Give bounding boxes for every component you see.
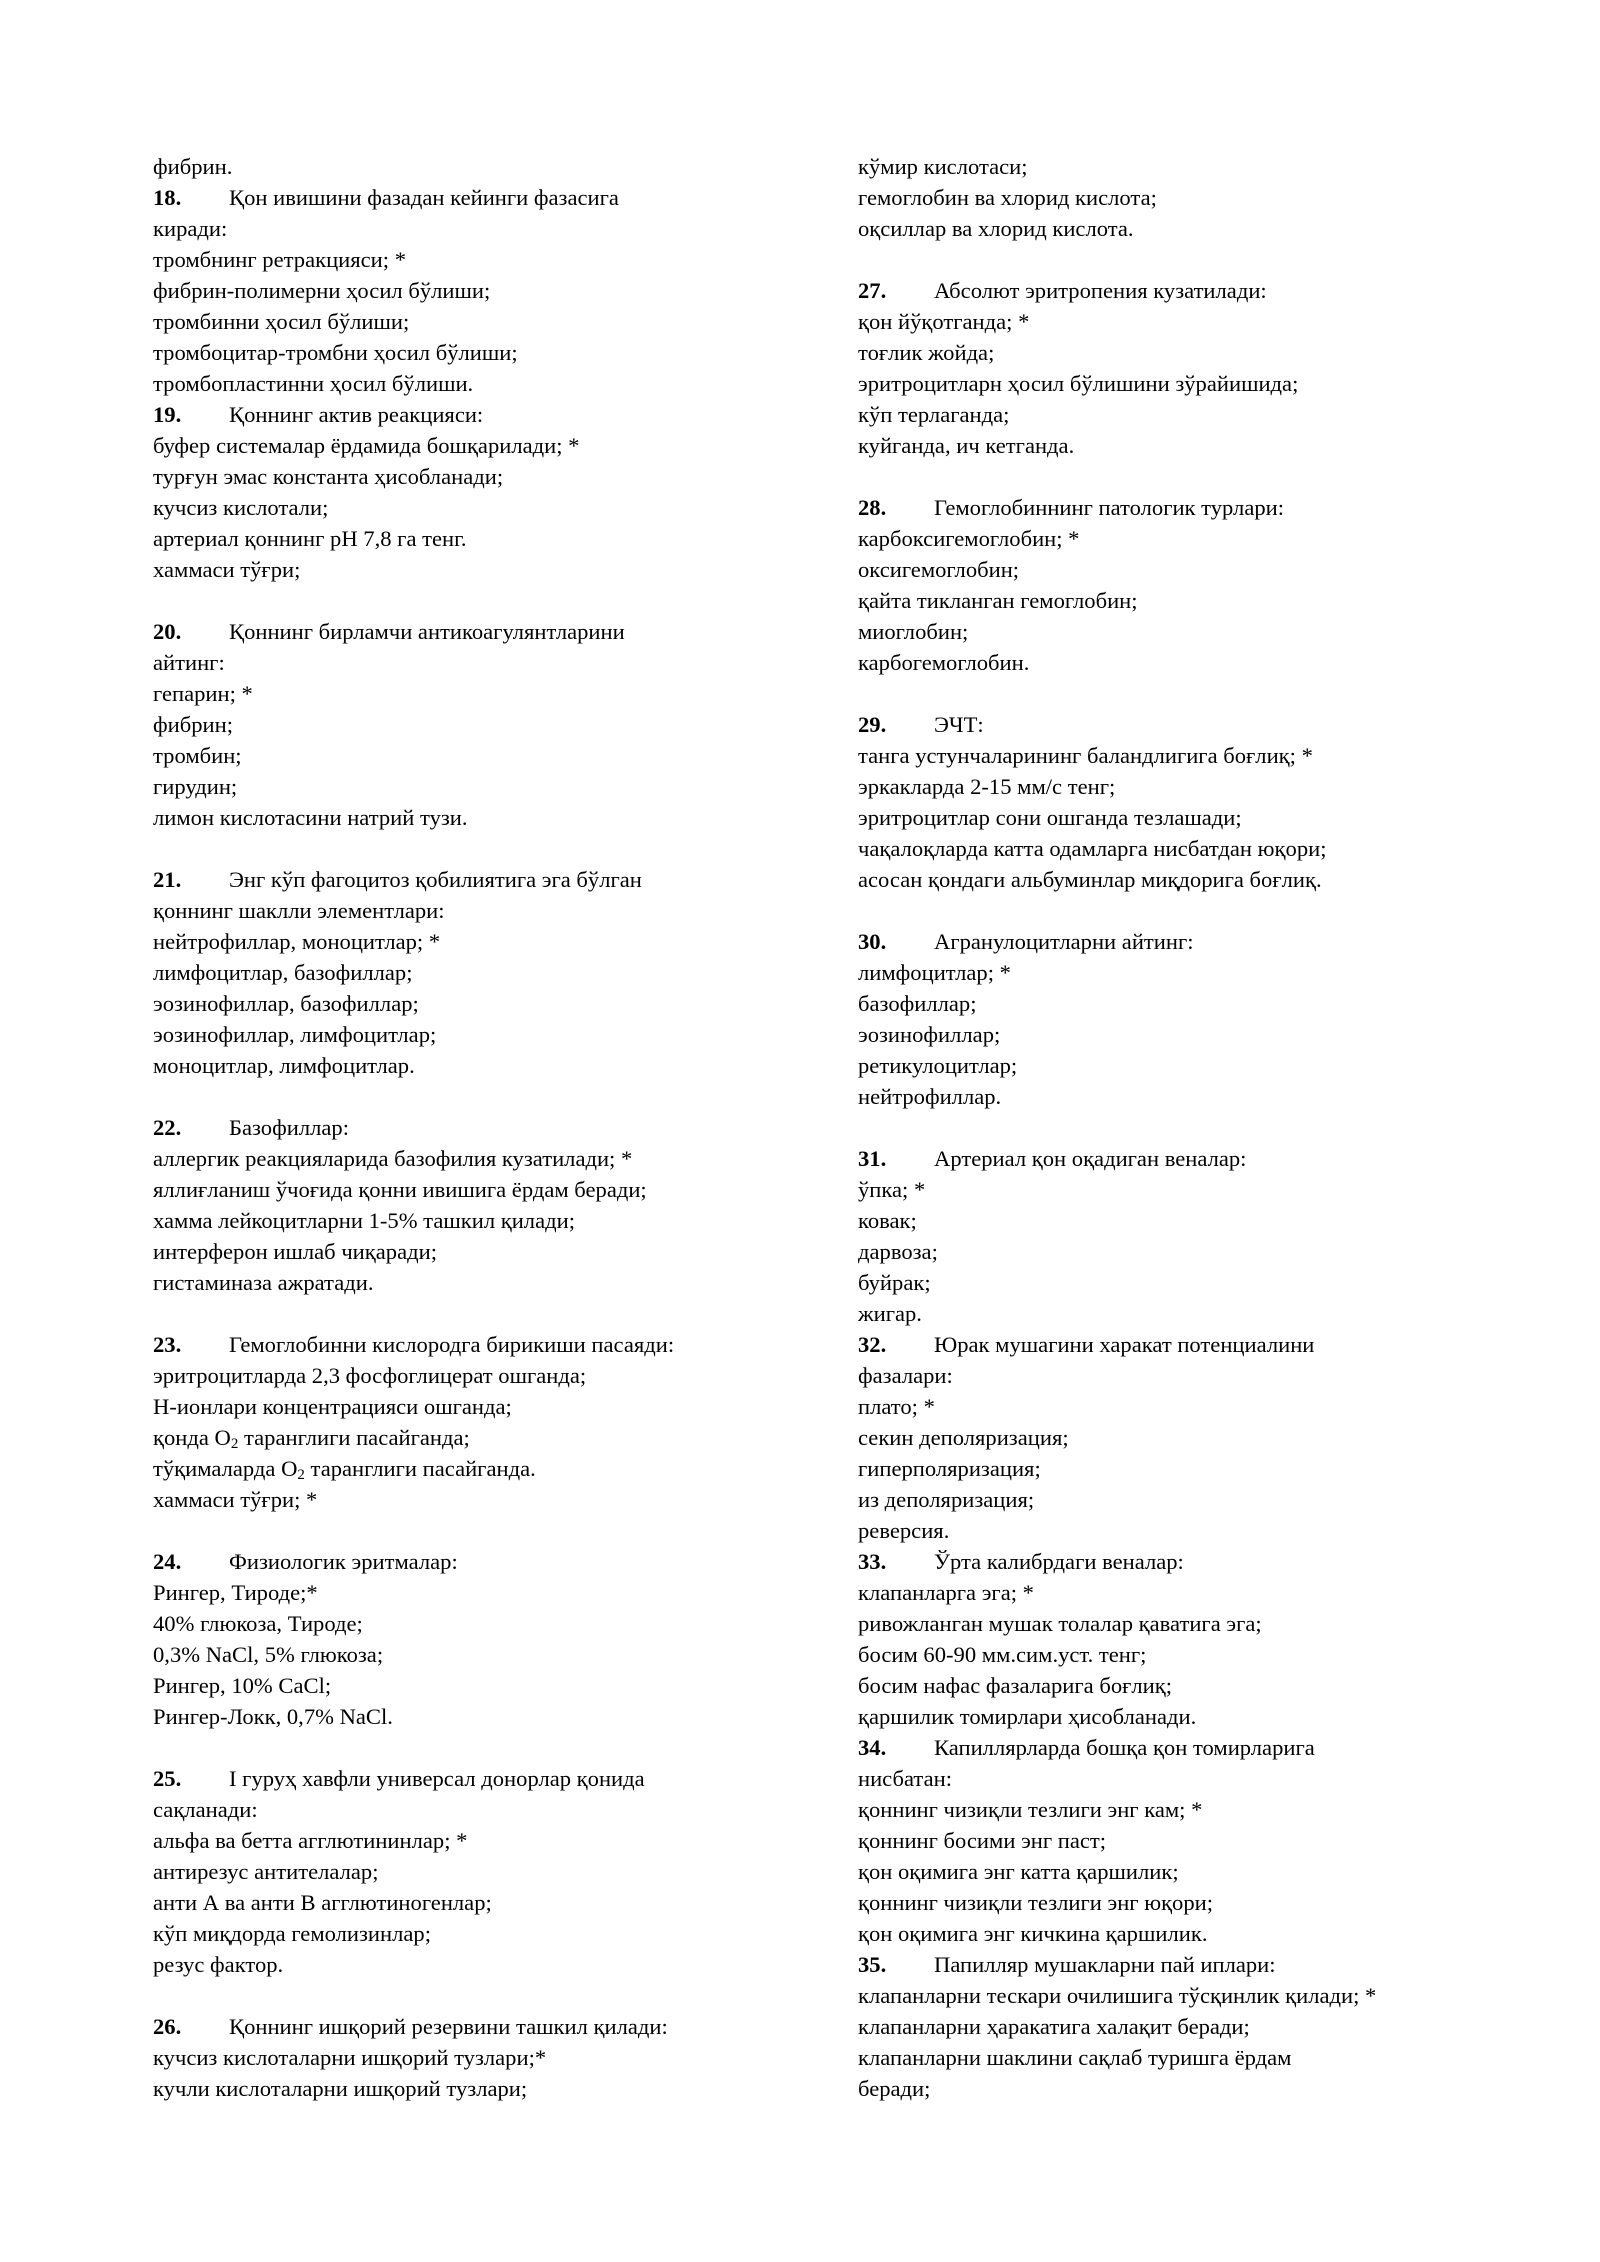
question-text: Гемоглобиннинг патологик турлари: [934,495,1285,520]
answer-option: клапанларга эга; * [858,1580,1034,1605]
answer-option: тромбинни ҳосил бўлиши; [153,309,410,334]
answer-option: қоннинг чизиқли тезлиги энг кам; * [858,1797,1203,1822]
carry-line: гемоглобин ва хлорид кислота; [858,185,1157,210]
answer-option: резус фактор. [153,1952,284,1977]
answer-option: тромбин; [153,743,242,768]
answer-option: эритроцитлар сони ошганда тезлашади; [858,805,1242,830]
answer-option: карбоксигемоглобин; * [858,526,1080,551]
question-text: Капиллярларда бошқа қон томирларига [934,1735,1315,1760]
answer-option: қон оқимига энг катта қаршилик; [858,1859,1179,1884]
answer-option: фибрин; [153,712,233,737]
question-text: Қоннинг бирламчи антикоагулянтларини [229,619,625,644]
spacer [153,1515,793,1546]
answer-option: босим нафас фазаларига боғлиқ; [858,1673,1173,1698]
answer-option: хаммаси тўғри; [153,557,301,582]
answer-option: Н-ионлари концентрацияси ошганда; [153,1394,512,1419]
spacer [858,895,1498,926]
answer-option: тромбопластинни ҳосил бўлиши. [153,371,474,396]
question-number: 31. [858,1146,887,1171]
question-number: 28. [858,495,887,520]
answer-option: клапанларни ҳаракатига халақит беради; [858,2014,1250,2039]
answer-option: антирезус антителалар; [153,1859,379,1884]
question-text: Ўрта калибрдаги веналар: [934,1549,1184,1574]
carry-line: фибрин. [153,154,233,179]
question-text: Агранулоцитларни айтинг: [934,929,1194,954]
question-18 [153,182,793,213]
question-text: Физиологик эритмалар: [229,1549,458,1574]
answer-option: альфа ва бетта агглютининлар; * [153,1828,468,1853]
spacer [153,1298,793,1329]
question-23 [153,1329,793,1360]
answer-option: базофиллар; [858,991,977,1016]
answer-option: кучсиз кислоталарни ишқорий тузлари;* [153,2045,547,2070]
answer-option: куйганда, ич кетганда. [858,433,1075,458]
question-30 [858,926,1498,957]
answer-option: эритроцитларда 2,3 фосфоглицерат ошганда; [153,1363,587,1388]
answer-option: Рингер, 10% CaCl; [153,1673,332,1698]
spacer [153,833,793,864]
question-text-cont: киради: [153,216,228,241]
answer-option: ковак; [858,1208,917,1233]
question-text-cont: айтинг: [153,650,225,675]
answer-option: эритроцитларн ҳосил бўлишини зўрайишида; [858,371,1299,396]
answer-option: аллергик реакцияларида базофилия кузатилади; * [153,1146,633,1171]
question-27 [858,275,1498,306]
answer-option: фибрин-полимерни ҳосил бўлиши; [153,278,491,303]
spacer [858,678,1498,709]
answer-option: қаршилик томирлари ҳисобланади. [858,1704,1197,1729]
question-number: 18. [153,185,182,210]
question-number: 27. [858,278,887,303]
question-text: ЭЧТ: [934,712,984,737]
answer-option: гепарин; * [153,681,253,706]
question-22 [153,1112,793,1143]
answer-option: эркакларда 2-15 мм/с тенг; [858,774,1116,799]
answer-option: интерферон ишлаб чиқаради; [153,1239,437,1264]
answer-option: нейтрофиллар, моноцитлар; * [153,929,441,954]
answer-option: кўп терлаганда; [858,402,1010,427]
question-text: Гемоглобинни кислородга бирикиши пасаяди: [229,1332,675,1357]
question-text-cont: фазалари: [858,1363,953,1388]
answer-option: лимфоцитлар, базофиллар; [153,960,413,985]
answer-option: тромбоцитар-тромбни ҳосил бўлиши; [153,340,518,365]
question-number: 35. [858,1952,887,1977]
answer-option: танга устунчаларининг баландлигига боғлиқ; * [858,743,1313,768]
answer-option: гистаминаза ажратади. [153,1270,374,1295]
question-19 [153,399,793,430]
question-text: Артериал қон оқадиган веналар: [934,1146,1247,1171]
answer-option: эозинофиллар, базофиллар; [153,991,419,1016]
answer-option: карбогемоглобин. [858,650,1030,675]
question-text: Энг кўп фагоцитоз қобилиятига эга бўлган [229,867,642,892]
answer-option: Рингер, Тироде;* [153,1580,318,1605]
question-number: 22. [153,1115,182,1140]
answer-option: босим 60-90 мм.сим.уст. тенг; [858,1642,1147,1667]
answer-option: тўқималарда $O_2$ таранглиги пасайганда. [153,1456,536,1483]
carry-line: оқсиллар ва хлорид кислота. [858,216,1134,241]
question-text: Қон ивишини фазадан кейинги фазасига [229,185,619,210]
answer-option: чақалоқларда катта одамларга нисбатдан юқори; [858,836,1327,861]
answer-option: қайта тикланган гемоглобин; [858,588,1138,613]
answer-option: лимон кислотасини натрий тузи. [153,805,468,830]
answer-option: қон оқимига энг кичкина қаршилик. [858,1921,1208,1946]
answer-option: қон йўқотганда; * [858,309,1030,334]
question-text: Юрак мушагини харакат потенциалини [934,1332,1315,1357]
answer-option: хаммаси тўғри; * [153,1487,318,1512]
answer-option: эозинофиллар, лимфоцитлар; [153,1022,437,1047]
answer-option: 0,3% NaCl, 5% глюкоза; [153,1642,384,1667]
answer-option: буфер системалар ёрдамида бошқарилади; * [153,433,580,458]
answer-option: клапанларни тескари очилишига тўсқинлик қилади; * [858,1983,1377,2008]
answer-option: реверсия. [858,1518,950,1543]
answer-option: из деполяризация; [858,1487,1035,1512]
answer-option: секин деполяризация; [858,1425,1069,1450]
question-25 [153,1763,793,1794]
answer-option: яллиғланиш ўчоғида қонни ивишига ёрдам беради; [153,1177,647,1202]
answer-option: клапанларни шаклини сақлаб туришга ёрдам [858,2045,1292,2070]
question-number: 25. [153,1766,182,1791]
answer-option: нейтрофиллар. [858,1084,1002,1109]
answer-option: гирудин; [153,774,238,799]
answer-option: буйрак; [858,1270,931,1295]
answer-option: плато; * [858,1394,935,1419]
question-number: 24. [153,1549,182,1574]
answer-option: артериал қоннинг рН 7,8 га тенг. [153,526,467,551]
spacer [858,244,1498,275]
answer-option: асосан қондаги альбуминлар миқдорига боғлиқ. [858,867,1322,892]
question-number: 26. [153,2014,182,2039]
question-text: Базофиллар: [229,1115,349,1140]
answer-option: Рингер-Локк, 0,7% NaCl. [153,1704,393,1729]
question-34 [858,1732,1498,1763]
question-text: I гуруҳ хавфли универсал донорлар қонида [229,1766,645,1791]
question-35 [858,1949,1498,1980]
question-26 [153,2011,793,2042]
answer-option: қоннинг чизиқли тезлиги энг юқори; [858,1890,1214,1915]
answer-option: хамма лейкоцитларни 1-5% ташкил қилади; [153,1208,575,1233]
answer-option: оксигемоглобин; [858,557,1020,582]
question-number: 33. [858,1549,887,1574]
question-28 [858,492,1498,523]
carry-line: кўмир кислотаси; [858,154,1028,179]
question-number: 19. [153,402,182,427]
spacer [858,461,1498,492]
question-number: 30. [858,929,887,954]
answer-option: қоннинг босими энг паст; [858,1828,1107,1853]
answer-option: қонда $O_2$ таранглиги пасайганда; [153,1425,470,1452]
spacer [153,1081,793,1112]
question-number: 21. [153,867,182,892]
question-number: 34. [858,1735,887,1760]
answer-option: турғун эмас константа ҳисобланади; [153,464,504,489]
answer-option: кучли кислоталарни ишқорий тузлари; [153,2076,528,2101]
spacer [858,1112,1498,1143]
left-column [153,151,793,2104]
answer-option: ретикулоцитлар; [858,1053,1018,1078]
question-text: Қоннинг актив реакцияси: [229,402,484,427]
question-text: Абсолют эритропения кузатилади: [934,278,1267,303]
question-text: Папилляр мушакларни пай иплари: [934,1952,1276,1977]
answer-option: анти А ва анти В агглютиногенлар; [153,1890,492,1915]
spacer [153,1980,793,2011]
answer-option: тромбнинг ретракцияси; * [153,247,406,272]
question-32 [858,1329,1498,1360]
spacer [153,585,793,616]
answer-option: лимфоцитлар; * [858,960,1011,985]
question-number: 20. [153,619,182,644]
question-text-cont: нисбатан: [858,1766,952,1791]
question-number: 23. [153,1332,182,1357]
question-24 [153,1546,793,1577]
question-number: 29. [858,712,887,737]
question-text-cont: сақланади: [153,1797,258,1822]
answer-option: 40% глюкоза, Тироде; [153,1611,363,1636]
answer-option: ривожланган мушак толалар қаватига эга; [858,1611,1262,1636]
right-column [858,151,1498,2104]
answer-option: кўп миқдорда гемолизинлар; [153,1921,431,1946]
question-31 [858,1143,1498,1174]
answer-option: беради; [858,2076,931,2101]
answer-option: дарвоза; [858,1239,938,1264]
answer-option: гиперполяризация; [858,1456,1041,1481]
answer-option: кучсиз кислотали; [153,495,329,520]
answer-option: миоглобин; [858,619,969,644]
answer-option: моноцитлар, лимфоцитлар. [153,1053,415,1078]
spacer [153,1732,793,1763]
question-21 [153,864,793,895]
question-text-cont: қоннинг шаклли элементлари: [153,898,445,923]
answer-option: ўпка; * [858,1177,926,1202]
question-number: 32. [858,1332,887,1357]
answer-option: жигар. [858,1301,922,1326]
question-29 [858,709,1498,740]
answer-option: тоғлик жойда; [858,340,995,365]
question-33 [858,1546,1498,1577]
question-text: Қоннинг ишқорий резервини ташкил қилади: [229,2014,668,2039]
answer-option: эозинофиллар; [858,1022,1001,1047]
question-20 [153,616,793,647]
